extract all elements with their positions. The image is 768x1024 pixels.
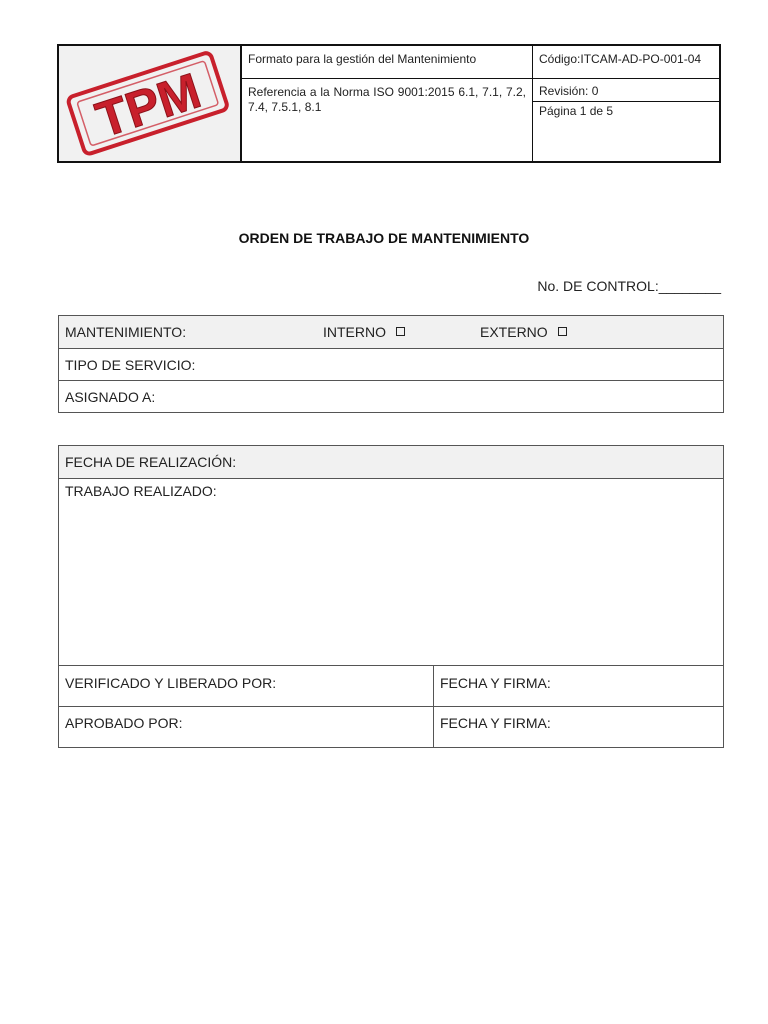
- page-number: Página 1 de 5: [539, 104, 614, 118]
- document-code: Código:ITCAM-AD-PO-001-04: [533, 46, 719, 79]
- work-record-table: [58, 445, 724, 748]
- logo-text: TPM: [89, 62, 208, 149]
- approved-divider: [433, 707, 434, 747]
- verified-label: VERIFICADO Y LIBERADO POR:: [65, 675, 277, 691]
- revision-number: Revisión: 0: [533, 80, 719, 102]
- internal-option[interactable]: INTERNO: [323, 324, 405, 340]
- document-title: ORDEN DE TRABAJO DE MANTENIMIENTO: [238, 230, 530, 246]
- verified-row: [59, 666, 723, 707]
- iso-reference: Referencia a la Norma ISO 9001:2015 6.1, 7.1, 7.2, 7.4, 7.5.1, 8.1: [248, 85, 526, 114]
- approved-sign-label: FECHA Y FIRMA:: [440, 715, 551, 731]
- completion-date-row[interactable]: [59, 446, 723, 479]
- work-done-label: TRABAJO REALIZADO:: [65, 483, 217, 499]
- logo-cell: [59, 46, 242, 161]
- maintenance-label: MANTENIMIENTO:: [65, 324, 187, 340]
- verified-sign-label: FECHA Y FIRMA:: [440, 675, 551, 691]
- maintenance-info-table: [58, 315, 724, 413]
- assigned-to-label: ASIGNADO A:: [65, 389, 156, 405]
- service-type-label: TIPO DE SERVICIO:: [65, 357, 196, 373]
- internal-checkbox[interactable]: [396, 327, 405, 336]
- work-done-row[interactable]: [59, 479, 723, 666]
- format-title: Formato para la gestión del Mantenimiento: [242, 46, 532, 79]
- verified-divider: [433, 666, 434, 706]
- assigned-to-row[interactable]: [59, 381, 723, 412]
- tpm-stamp-logo: [59, 46, 240, 161]
- external-checkbox[interactable]: [558, 327, 567, 336]
- maintenance-type-row: [59, 316, 723, 349]
- completion-date-label: FECHA DE REALIZACIÓN:: [65, 454, 237, 470]
- service-type-row[interactable]: [59, 349, 723, 381]
- control-number-field[interactable]: No. DE CONTROL:________: [537, 278, 721, 294]
- external-option[interactable]: EXTERNO: [480, 324, 567, 340]
- approved-label: APROBADO POR:: [65, 715, 183, 731]
- document-header: [57, 44, 721, 163]
- approved-row: [59, 707, 723, 747]
